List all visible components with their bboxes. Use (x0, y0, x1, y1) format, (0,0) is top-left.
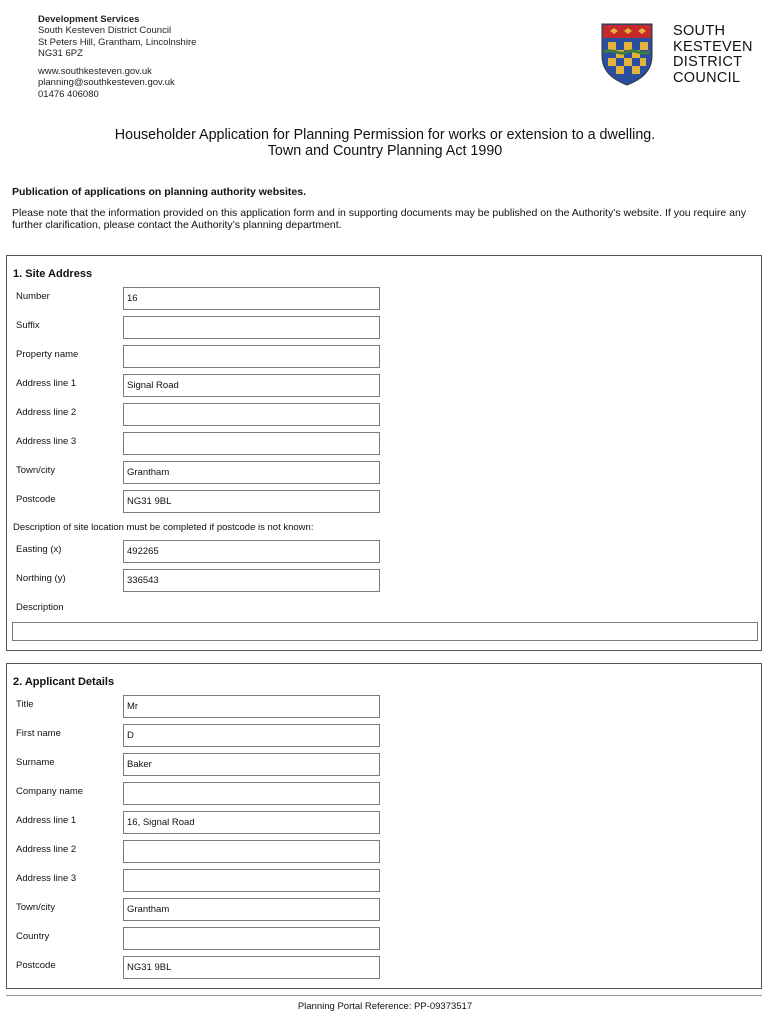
site-suffix-field[interactable] (123, 316, 380, 339)
address-line: South Kesteven District Council (38, 25, 172, 37)
applicant-surname-field[interactable]: Baker (123, 753, 380, 776)
site-address-line-2-field[interactable] (123, 403, 380, 426)
applicant-details-section (6, 663, 762, 989)
email-link[interactable]: planning@southkesteven.gov.uk (38, 77, 175, 89)
footer-divider (6, 995, 762, 996)
publication-text: Please note that the information provided on this application form and in supporting documents may be published on the Authority’s website. If you require any further clarification, please contact the Authority’s planning department. (12, 207, 747, 231)
postcode-label: Postcode (16, 494, 56, 505)
address-line-2-label: Address line 2 (16, 407, 77, 418)
site-address-line-3-field[interactable] (123, 432, 380, 455)
site-property-name-field[interactable] (123, 345, 380, 368)
form-title: Householder Application for Planning Permission for works or extension to a dwelling. Town and Country Planning Act 1990 (114, 127, 656, 159)
address-line-1-label: Address line 1 (16, 815, 77, 826)
applicant-first-name-field[interactable]: D (123, 724, 380, 747)
footer-reference: Planning Portal Reference: PP-09373517 (297, 1001, 473, 1012)
website-link[interactable]: www.southkesteven.gov.uk (38, 66, 152, 78)
title-label: Title (16, 699, 34, 710)
section-heading: 1. Site Address (13, 268, 93, 280)
northing-label: Northing (y) (16, 573, 66, 584)
site-postcode-field[interactable]: NG31 9BL (123, 490, 380, 513)
applicant-title-field[interactable]: Mr (123, 695, 380, 718)
easting-label: Easting (x) (16, 544, 62, 555)
first-name-label: First name (16, 728, 61, 739)
description-label: Description (16, 602, 64, 613)
company-name-label: Company name (16, 786, 84, 797)
site-description-field[interactable] (12, 622, 758, 641)
number-label: Number (16, 291, 50, 302)
site-address-section (6, 255, 762, 651)
publication-heading: Publication of applications on planning authority websites. (12, 186, 307, 198)
council-crest-icon (600, 22, 654, 86)
address-line: NG31 6PZ (38, 47, 83, 59)
postcode-label: Postcode (16, 960, 56, 971)
town-city-label: Town/city (16, 465, 56, 476)
applicant-address-line-3-field[interactable] (123, 869, 380, 892)
address-line: St Peters Hill, Grantham, Lincolnshire (38, 36, 197, 48)
applicant-postcode-field[interactable]: NG31 9BL (123, 956, 380, 979)
applicant-address-line-1-field[interactable]: 16, Signal Road (123, 811, 380, 834)
section-heading: 2. Applicant Details (13, 676, 115, 688)
easting-field[interactable]: 492265 (123, 540, 380, 563)
council-name: SOUTH KESTEVEN DISTRICT COUNCIL (673, 23, 753, 86)
northing-field[interactable]: 336543 (123, 569, 380, 592)
suffix-label: Suffix (16, 320, 40, 331)
property-name-label: Property name (16, 349, 79, 360)
address-line-2-label: Address line 2 (16, 844, 77, 855)
country-label: Country (16, 931, 50, 942)
header-address-block (38, 14, 196, 100)
applicant-company-name-field[interactable] (123, 782, 380, 805)
site-number-field[interactable]: 16 (123, 287, 380, 310)
applicant-address-line-2-field[interactable] (123, 840, 380, 863)
site-town-city-field[interactable]: Grantham (123, 461, 380, 484)
site-address-line-1-field[interactable]: Signal Road (123, 374, 380, 397)
surname-label: Surname (16, 757, 55, 768)
address-line-1-label: Address line 1 (16, 378, 77, 389)
address-line-3-label: Address line 3 (16, 436, 77, 447)
department-name: Development Services (38, 14, 140, 25)
location-note: Description of site location must be completed if postcode is not known: (13, 522, 314, 533)
phone-number: 01476 406080 (38, 88, 99, 100)
address-line-3-label: Address line 3 (16, 873, 77, 884)
applicant-town-city-field[interactable]: Grantham (123, 898, 380, 921)
town-city-label: Town/city (16, 902, 56, 913)
applicant-country-field[interactable] (123, 927, 380, 950)
